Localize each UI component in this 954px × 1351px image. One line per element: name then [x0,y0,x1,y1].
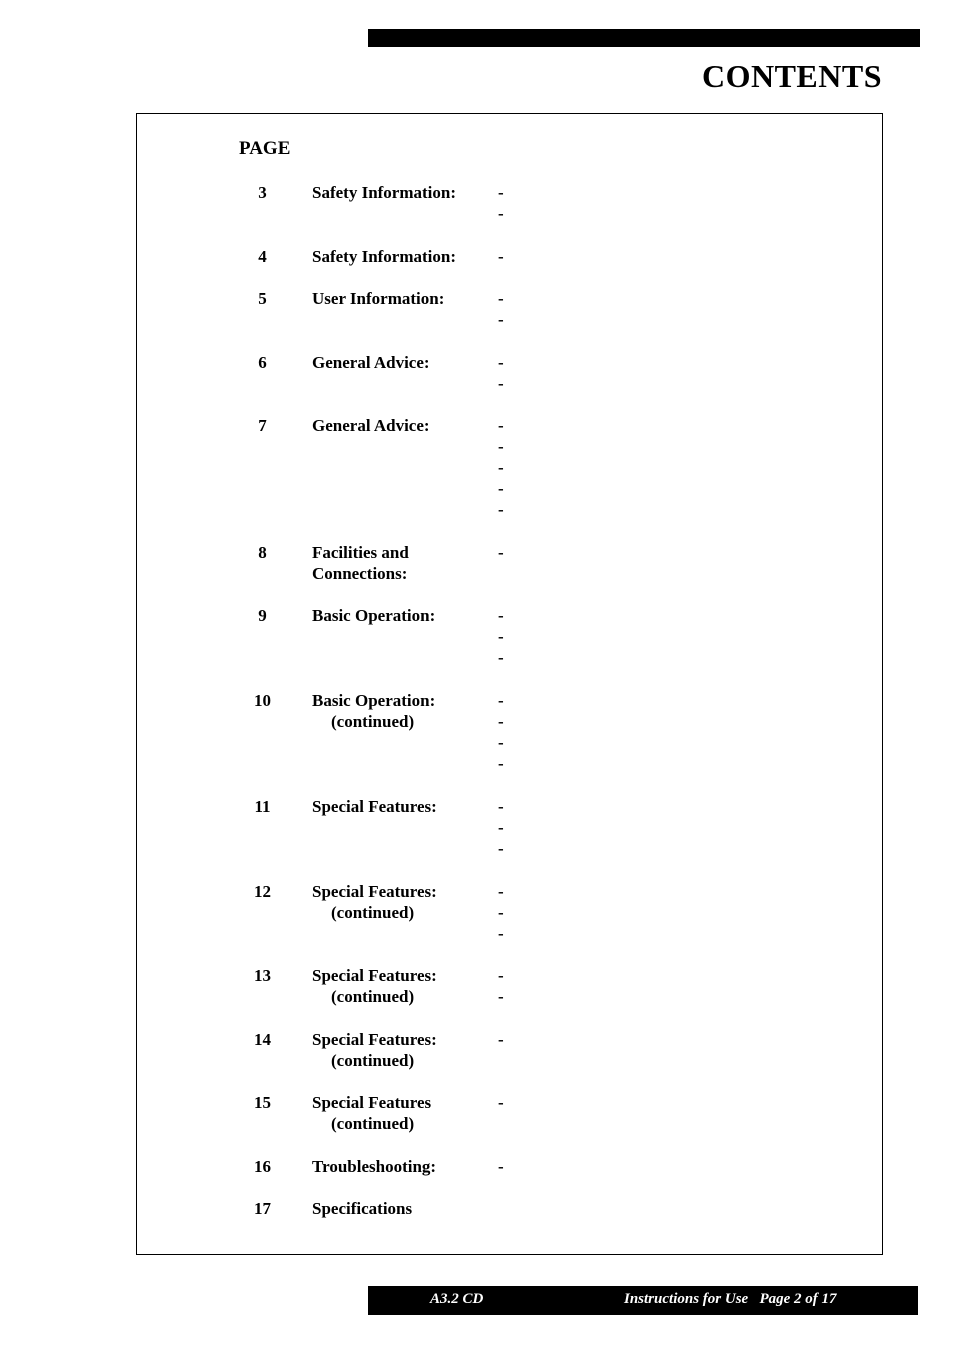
dash-marker: - [498,882,504,901]
dash-marker: - [498,712,504,731]
dash-marker: - [498,1030,504,1049]
entry-title [312,965,492,1007]
footer-model: A3.2 CD [430,1291,484,1307]
dash-marker: - [498,183,504,202]
entry-dash-list [498,796,504,859]
entry-title [312,415,492,436]
entry-page-number: 5 [258,289,267,308]
entry-dash-list [498,1092,504,1113]
entry-continued-note: (continued) [331,987,415,1006]
dash-marker: - [498,987,504,1006]
entry-title [312,1156,492,1177]
entry-page-number: 15 [254,1093,271,1112]
entry-page-number: 9 [258,606,267,625]
dash-marker: - [498,416,504,435]
dash-marker: - [498,310,504,329]
entry-dash-list [498,182,504,224]
entry-title [312,542,442,584]
entry-page-number: 3 [258,183,267,202]
entry-title [312,288,492,309]
entry-title [312,605,492,626]
contents-frame [136,113,883,1255]
entry-title-text: Special Features: [312,1030,437,1049]
entry-page-number: 17 [254,1199,271,1218]
dash-marker: - [498,500,504,519]
dash-marker: - [498,648,504,667]
entry-title-text: Special Features [312,1093,432,1112]
entry-title [312,1029,492,1071]
entry-page-number: 7 [258,416,267,435]
dash-marker: - [498,204,504,223]
page-column-header: PAGE [239,138,291,159]
dash-marker: - [498,797,504,816]
dash-marker: - [498,1093,504,1112]
entry-title [312,1092,492,1134]
dash-marker: - [498,839,504,858]
entry-page-number: 13 [254,966,271,985]
entry-title-text: Safety Information: [312,183,457,202]
entry-page-number: 10 [254,691,271,710]
dash-marker: - [498,924,504,943]
entry-title [312,796,492,817]
dash-marker: - [498,479,504,498]
entry-title-text: Specifications [312,1199,413,1218]
entry-dash-list [498,288,504,330]
entry-title-text: Basic Operation: [312,606,436,625]
entry-page-number: 6 [258,353,267,372]
entry-title-text: Facilities and Connections: [312,543,409,583]
entry-dash-list [498,690,504,774]
entry-page-number: 4 [258,247,267,266]
dash-marker: - [498,289,504,308]
entry-title [312,1198,492,1219]
footer-bar [368,1286,918,1315]
entry-page-number: 11 [254,797,271,816]
entry-dash-list [498,605,504,668]
entry-title-text: User Information: [312,289,445,308]
dash-marker: - [498,543,504,562]
entry-title [312,182,492,203]
dash-marker: - [498,1157,504,1176]
dash-marker: - [498,247,504,266]
entry-continued-note: (continued) [331,712,415,731]
dash-marker: - [498,733,504,752]
entry-dash-list [498,246,504,267]
entry-page-number: 8 [258,543,267,562]
entry-continued-note: (continued) [331,903,415,922]
entry-dash-list [498,881,504,944]
entry-title [312,881,492,923]
entry-title-text: Troubleshooting: [312,1157,437,1176]
dash-marker: - [498,458,504,477]
entry-dash-list [498,965,504,1007]
entry-dash-list [498,352,504,394]
dash-marker: - [498,966,504,985]
entry-title-text: Special Features: [312,797,437,816]
dash-marker: - [498,606,504,625]
entry-dash-list [498,415,504,520]
footer-page-info: Instructions for Use Page 2 of 17 [624,1291,837,1307]
entry-title-text: Special Features: [312,882,437,901]
entry-title-text: General Advice: [312,416,430,435]
entry-page-number: 12 [254,882,271,901]
dash-marker: - [498,353,504,372]
dash-marker: - [498,754,504,773]
dash-marker: - [498,437,504,456]
entry-title-text: General Advice: [312,353,430,372]
header-bar [368,29,920,47]
entry-page-number: 14 [254,1030,271,1049]
entry-continued-note: (continued) [331,1051,415,1070]
dash-marker: - [498,818,504,837]
entry-title-text: Basic Operation: [312,691,436,710]
page-title: CONTENTS [701,58,882,94]
entry-dash-list [498,1156,504,1177]
entry-continued-note: (continued) [331,1114,415,1133]
dash-marker: - [498,903,504,922]
dash-marker: - [498,627,504,646]
dash-marker: - [498,691,504,710]
dash-marker: - [498,374,504,393]
entry-dash-list [498,1029,504,1050]
entry-title [312,246,492,267]
entry-title-text: Special Features: [312,966,437,985]
entry-dash-list [498,542,504,563]
entry-page-number: 16 [254,1157,271,1176]
entry-title [312,690,492,732]
entry-title [312,352,492,373]
entry-title-text: Safety Information: [312,247,457,266]
